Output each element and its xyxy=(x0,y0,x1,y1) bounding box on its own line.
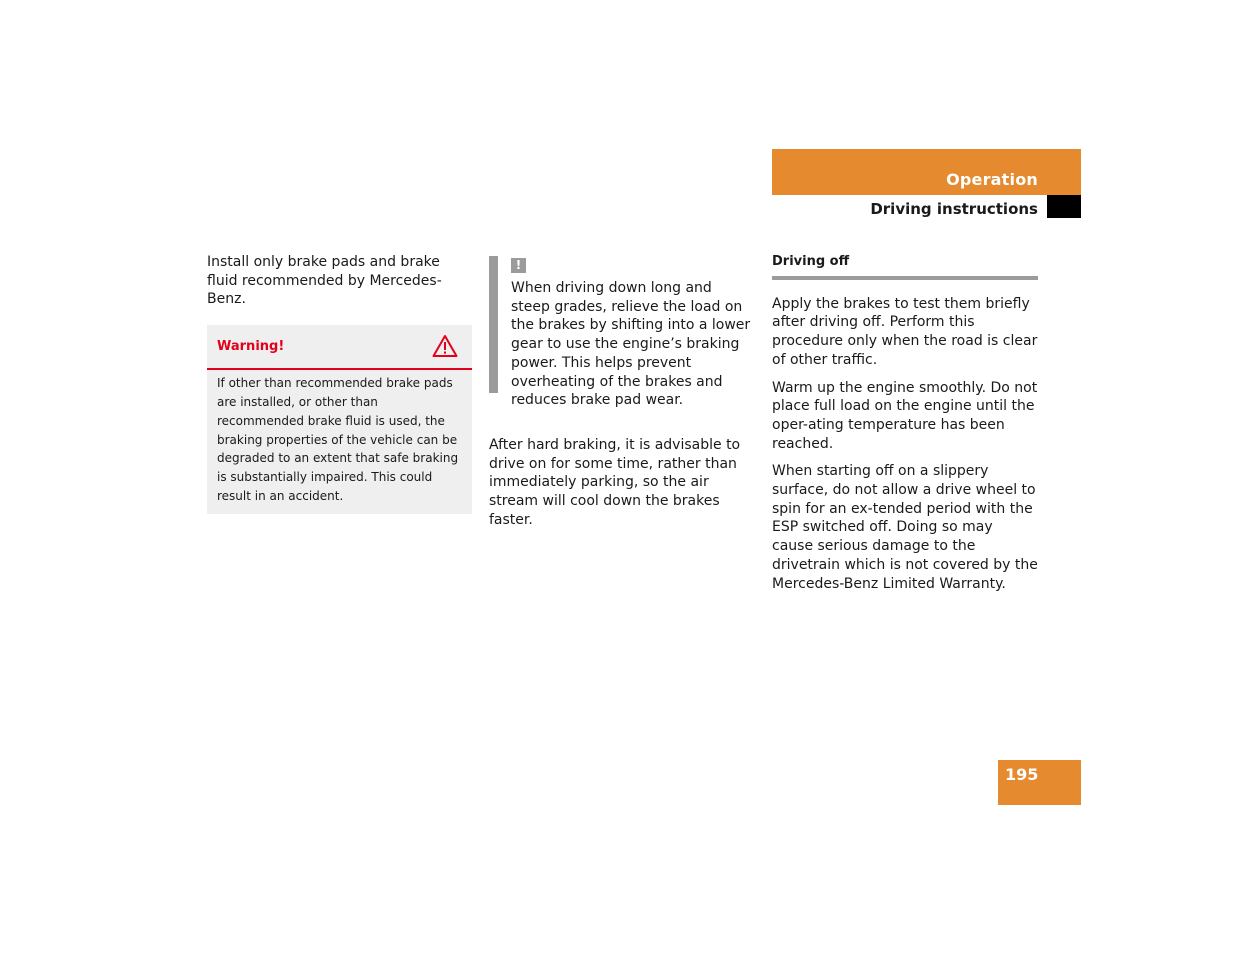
column-right xyxy=(772,253,1038,593)
paragraph-2: Warm up the engine smoothly. Do not place full load on the engine until the oper-ating temperature has been reached. xyxy=(772,379,1038,452)
warning-text: If other than recommended brake pads are installed, or other than recommended brake fluid is used, the braking properties of the vehicle can be degraded to an extent that safe braking is substantially impaired. This could result in an accident. xyxy=(217,376,459,503)
exclamation-icon: ! xyxy=(511,258,526,273)
intro-text: Install only brake pads and brake fluid recommended by Mercedes-Benz. xyxy=(207,254,442,308)
paragraph-1: Apply the brakes to test them briefly after driving off. Perform this procedure only when the road is clear of other traffic. xyxy=(772,295,1038,368)
column-middle xyxy=(489,256,755,529)
section-title: Operation xyxy=(946,170,1038,189)
note-bar xyxy=(489,256,498,393)
note-block xyxy=(489,256,755,410)
subsection-title: Driving instructions xyxy=(870,200,1038,218)
warning-triangle-icon xyxy=(432,334,458,358)
paragraph-3: When starting off on a slippery surface, do not allow a drive wheel to spin for an ex-tended period with the ESP switched off. Doing so may cause serious damage to the drivetrain which is not covered by the Mercedes-Benz Limited Warranty. xyxy=(772,463,1038,592)
column-left xyxy=(207,253,472,514)
page-number-tab xyxy=(998,760,1081,805)
section-tab xyxy=(772,149,1081,195)
warning-header xyxy=(207,325,472,370)
note-text: When driving down long and steep grades, relieve the load on the brakes by shifting into a lower gear to use the engine’s braking power. This helps prevent overheating of the brakes and reduces brake pad wear. xyxy=(511,280,751,409)
section-marker xyxy=(1047,195,1081,218)
warning-box xyxy=(207,325,472,514)
page-number: 195 xyxy=(1005,765,1039,784)
heading-driving-off: Driving off xyxy=(772,253,1038,280)
paragraph-hard-braking: After hard braking, it is advisable to drive on for some time, rather than immediately parking, so the air stream will cool down the brakes faster. xyxy=(489,436,741,528)
warning-label: Warning! xyxy=(217,339,285,355)
